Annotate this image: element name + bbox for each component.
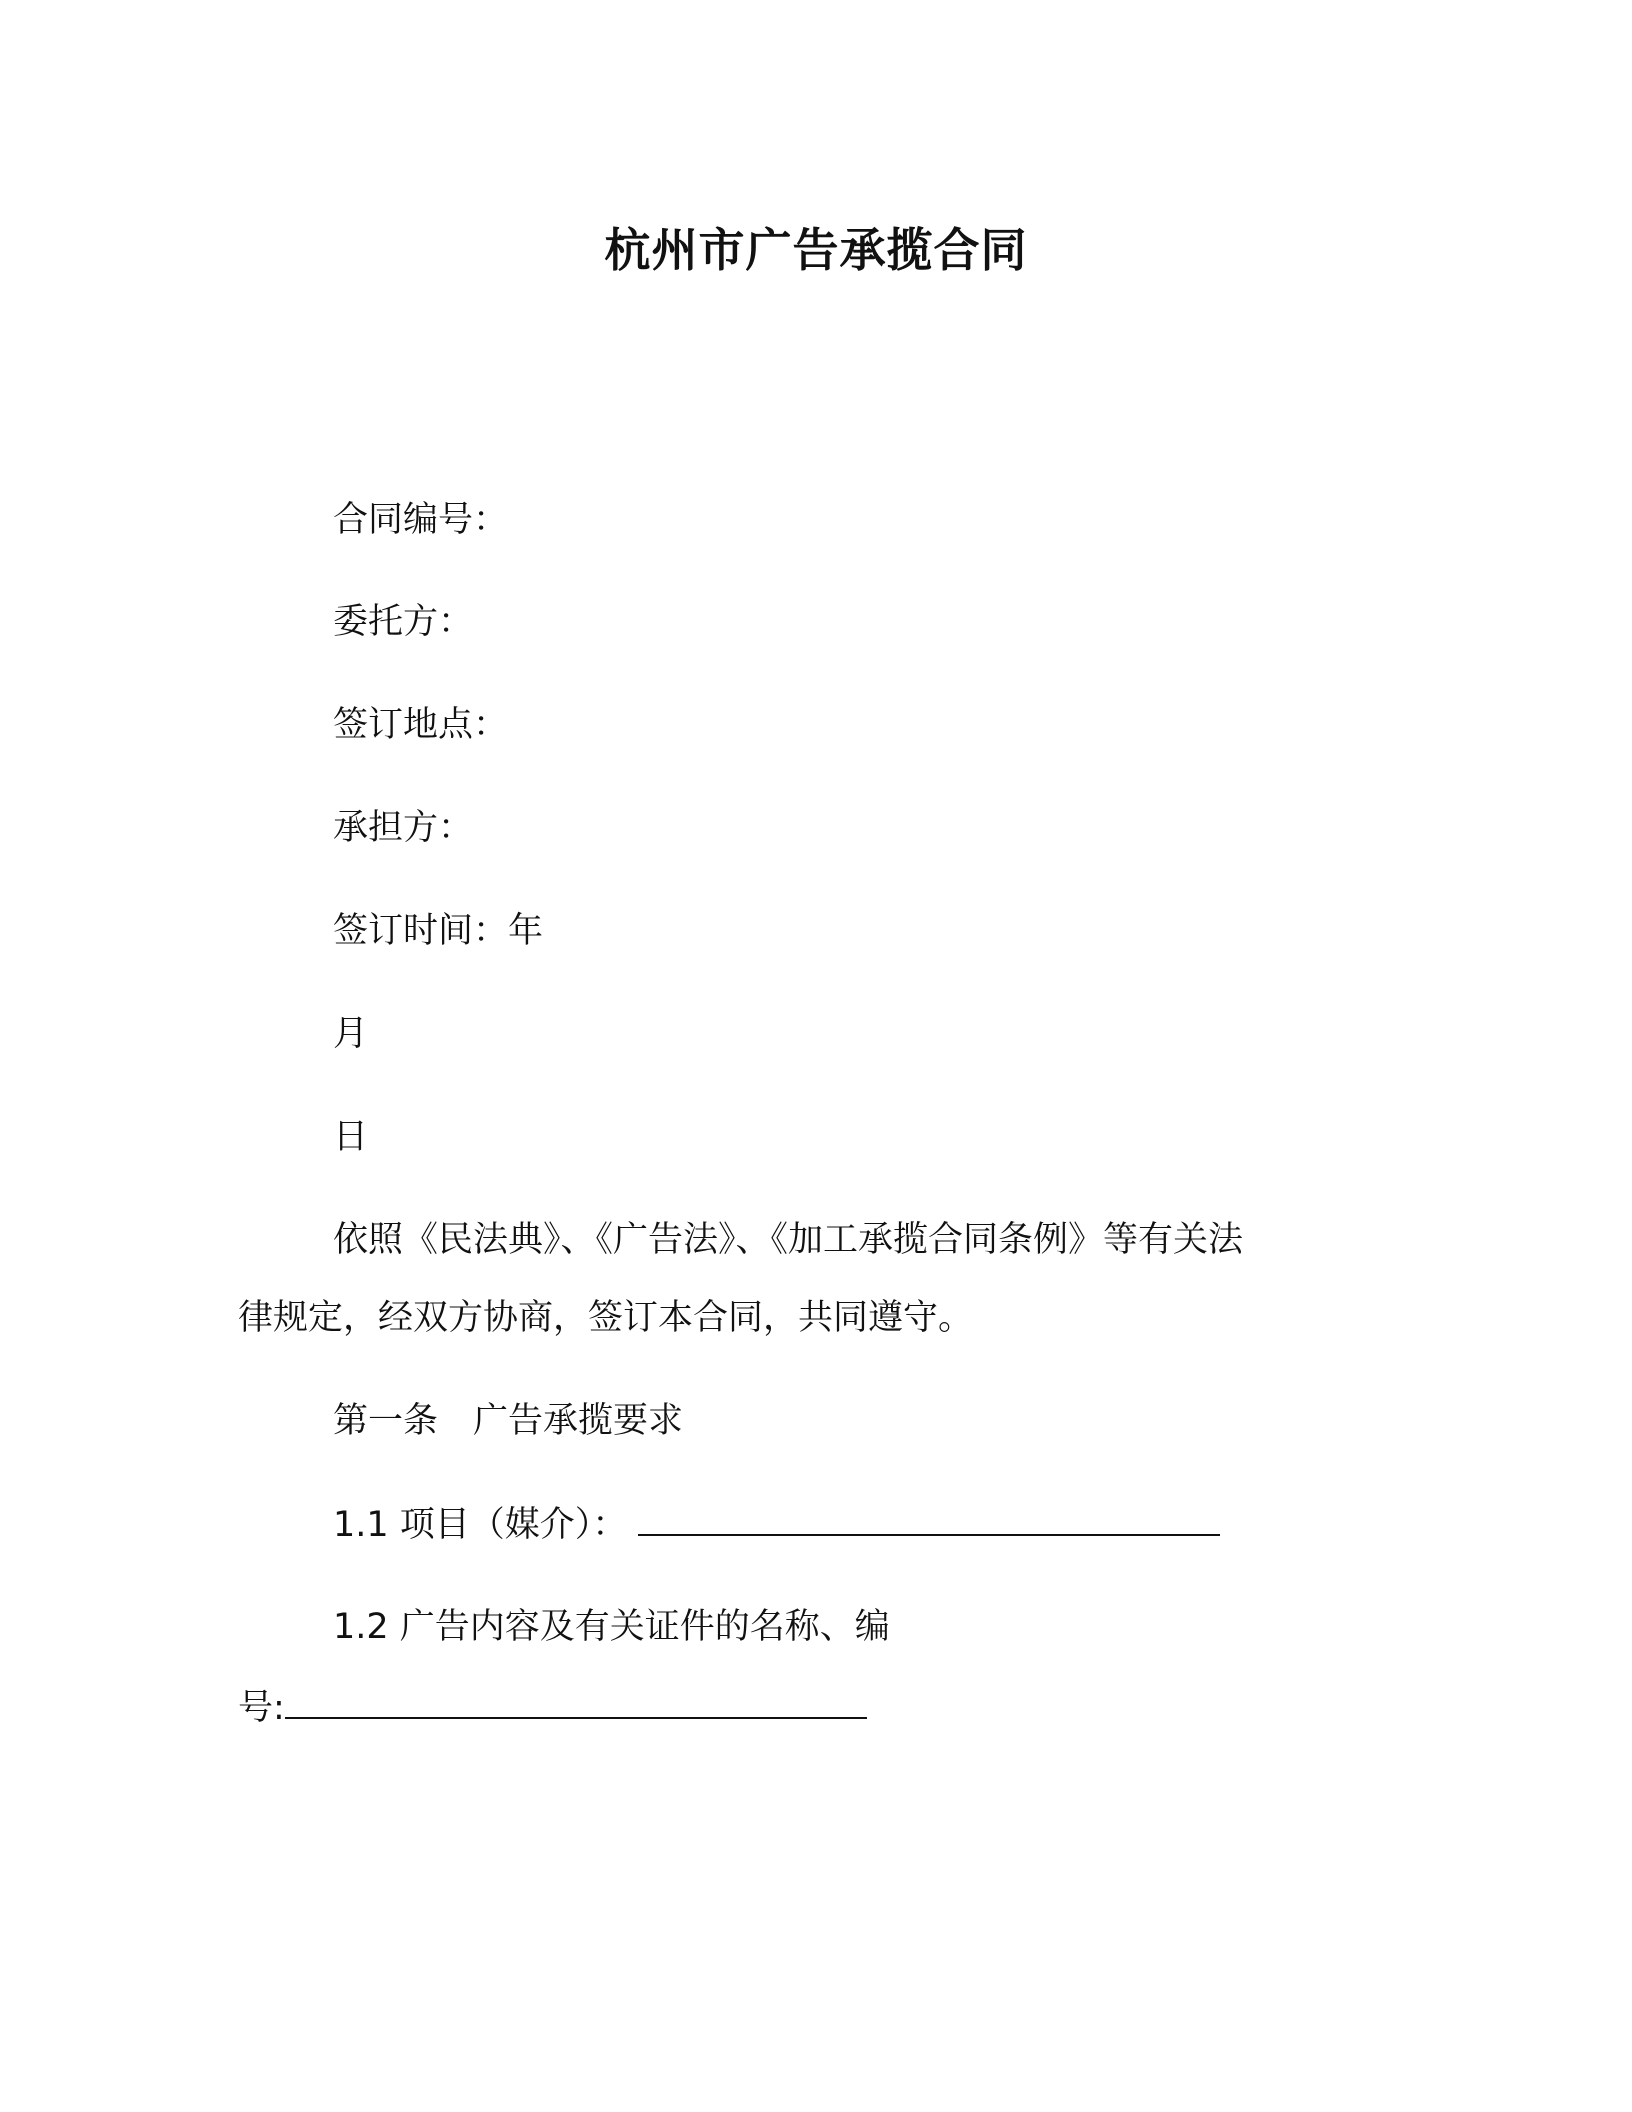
article-1-heading: 第一条 广告承揽要求: [333, 1401, 684, 1441]
preamble-line-1: 依照《民法典》、《广告法》、《加工承揽合同条例》等有关法: [333, 1220, 1244, 1260]
sign-day-label: 日: [333, 1117, 369, 1157]
sign-time-label: 签订时间：年: [333, 911, 544, 951]
item-1-1: [333, 1500, 1220, 1548]
item-1-1-label: 1.1 项目（媒介）：: [333, 1505, 628, 1545]
sign-month-label: 月: [333, 1014, 369, 1054]
document-title: 杭州市广告承揽合同: [604, 223, 1028, 277]
item-1-2-blank-line: [285, 1683, 867, 1719]
item-1-2-label: 号:: [238, 1688, 285, 1728]
sign-place-label: 签订地点：: [333, 705, 509, 745]
item-1-2-line-1: 1.2 广告内容及有关证件的名称、编: [333, 1607, 890, 1647]
item-1-2-line-2: [238, 1683, 867, 1731]
preamble-line-2: 律规定，经双方协商，签订本合同，共同遵守。: [238, 1298, 974, 1338]
client-label: 委托方：: [333, 602, 474, 642]
contract-number-label: 合同编号：: [333, 500, 509, 540]
contractor-label: 承担方：: [333, 808, 474, 848]
item-1-1-blank-line: [638, 1500, 1220, 1536]
